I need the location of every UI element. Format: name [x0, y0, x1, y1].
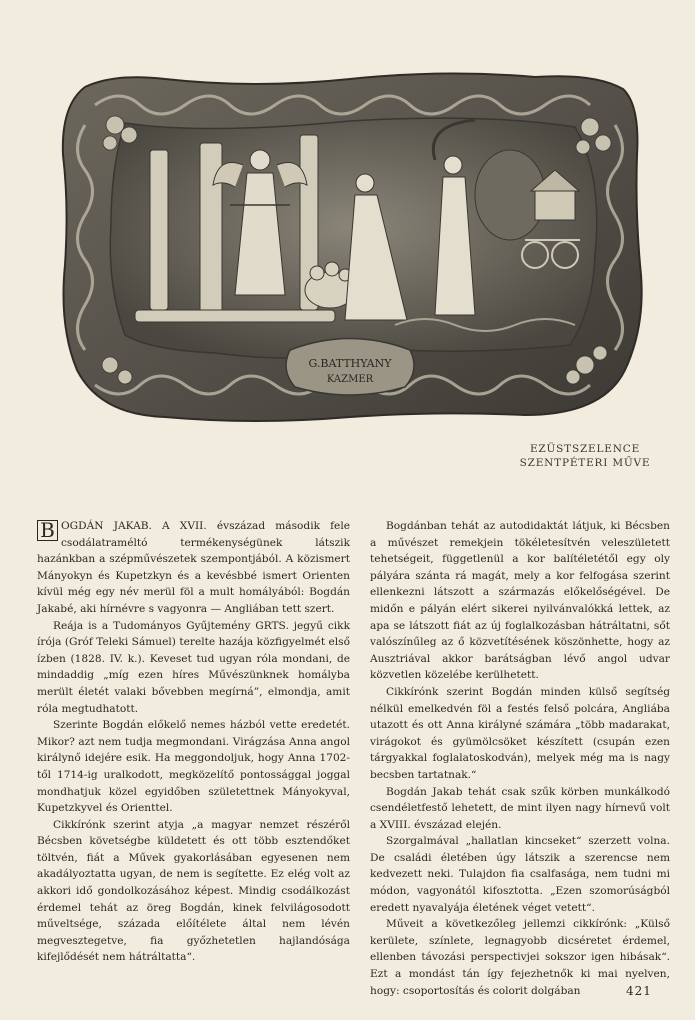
paragraph: Bogdán Jakab tehát csak szűk körben munkálkodó csendéletfestő lehetett, de mint ilyen nagy hírnevű volt a XVIII. évszázad elején. — [370, 785, 670, 831]
name-cartouche — [286, 339, 414, 396]
paragraph: B OGDÁN JAKAB. A XVII. évszázad második fele csodálatraméltó termékenységünek látszik hazánkban a szépművészetek szempontjából. A közismert Mányokyn és Kupetzkyn és a kevésbbé ismert Orienten kívül még egy név merül föl a mult homályából: Bogdán Jakabé, aki hírnévre s vagyonra — Angliában tett szert. — [37, 518, 350, 615]
paragraph: Bogdánban tehát az autodidaktát látjuk, ki Bécsben a művészet remekjein tökéletesítvén veleszületett tehetségeit, függetlenül a kor balítéletétől egy oly pályára szánta rá magát, mely a kor felfogása szerint ellenkezni látszott a származás előkelőségével. De midőn e pályán elért sikerei nyilvánvalókká lettek, az apa se látszott fiát az új foglalkozásban hátráltatni, sőt valószínűleg az ő közvetítésének köszönhette, hogy az Ausztriával akkor barátságban lévő angol udvar közvetlen közelébe kerülhetett. — [370, 520, 670, 682]
snuffbox-illustration — [55, 65, 645, 430]
text-column-left — [37, 518, 350, 966]
silver-snuffbox-plate — [55, 65, 645, 430]
running-head — [200, 22, 500, 32]
paragraph: Műveit a következőleg jellemzi cikkírónk: „Külső kerülete, színlete, legnagyobb dicséretet érdemel, ellenben távozási perspectivjei sokszor igen hibásak“. Ezt a mondást tán így fejezhetnők ki mai nyelven, hogy: csoportosítás és colorit dolgában — [370, 918, 670, 997]
paragraph: Cikkírónk szerint Bogdán minden külső segítség nélkül emelkedvén föl a festés felső polcára, Angliába utazott és ott Anna királyné számára „több madarakat, virágokot és gyümölcsöket készített (csupán ezen tárgyakkal foglalatoskodván), melyek még ma is nagy becsben tartatnak.“ — [370, 685, 670, 781]
engraved-name-line2: KAZMER — [326, 374, 374, 385]
paragraph: Cikkírónk szerint atyja „a magyar nemzet részéről Bécsben követségbe küldetett és ott több esztendőket töltvén, fiát a Művek gyakorlásában egyesenen nem akadályoztatta ugyan, de nem is segítette. Ez elég volt az akkori idő gondolkozásához képest. Mindig csodálkozást érdemel tehát az öreg Bogdán, kinek felvilágosodott műveltsége, százada előítélete által nem lévén megvesztegetve, fia győzhetetlen hajlandósága kifejlődését nem hátráltatta“. — [37, 818, 350, 964]
paragraph: Reája is a Tudományos Gyűjtemény GRTS. jegyű cikk írója (Gróf Teleki Sámuel) terelte hazája közfigyelmét első ízben (1828. IV. k.). Keveset tud ugyan róla mondani, de mindaddig „míg ezen híres Művészünknek homályba merült életét valaki bővebben megírná”, elmondja, amit róla megtudhatott. — [37, 619, 350, 715]
caption-line2: SZENTPÉTERI MŰVE — [519, 457, 651, 469]
engraved-name-line1: G.BATTHYANY — [308, 357, 392, 370]
page-number: 421 — [626, 984, 652, 998]
paragraph: Szorgalmával „hallatlan kincseket“ szerzett volna. De családi életében úgy látszik a szerencse nem kedvezett neki. Tulajdon fia csalfasága, nem tudni mi módon, vagyonától kifosztotta. „Ezen szomorúságból eredett nyavalyája életének véget vetett“. — [370, 835, 670, 914]
caption-line1: EZÜSTSZELENCE — [529, 443, 641, 455]
paragraph: Szerinte Bogdán előkelő nemes házból vette eredetét. Mikor? azt nem tudja megmondani. Virágzása Anna angol királynő idejére esik. Ha meggondoljuk, hogy Anna 1702-től 1714-ig uralkodott, megközelítő pontossággal joggal mondhatjuk közel egyidőben születettnek Mányokyval, Kupetzkyvel és Orienttel. — [37, 719, 350, 815]
figure-caption — [510, 442, 660, 470]
text-column-right — [370, 518, 670, 999]
drop-cap-initial: B — [37, 520, 58, 541]
